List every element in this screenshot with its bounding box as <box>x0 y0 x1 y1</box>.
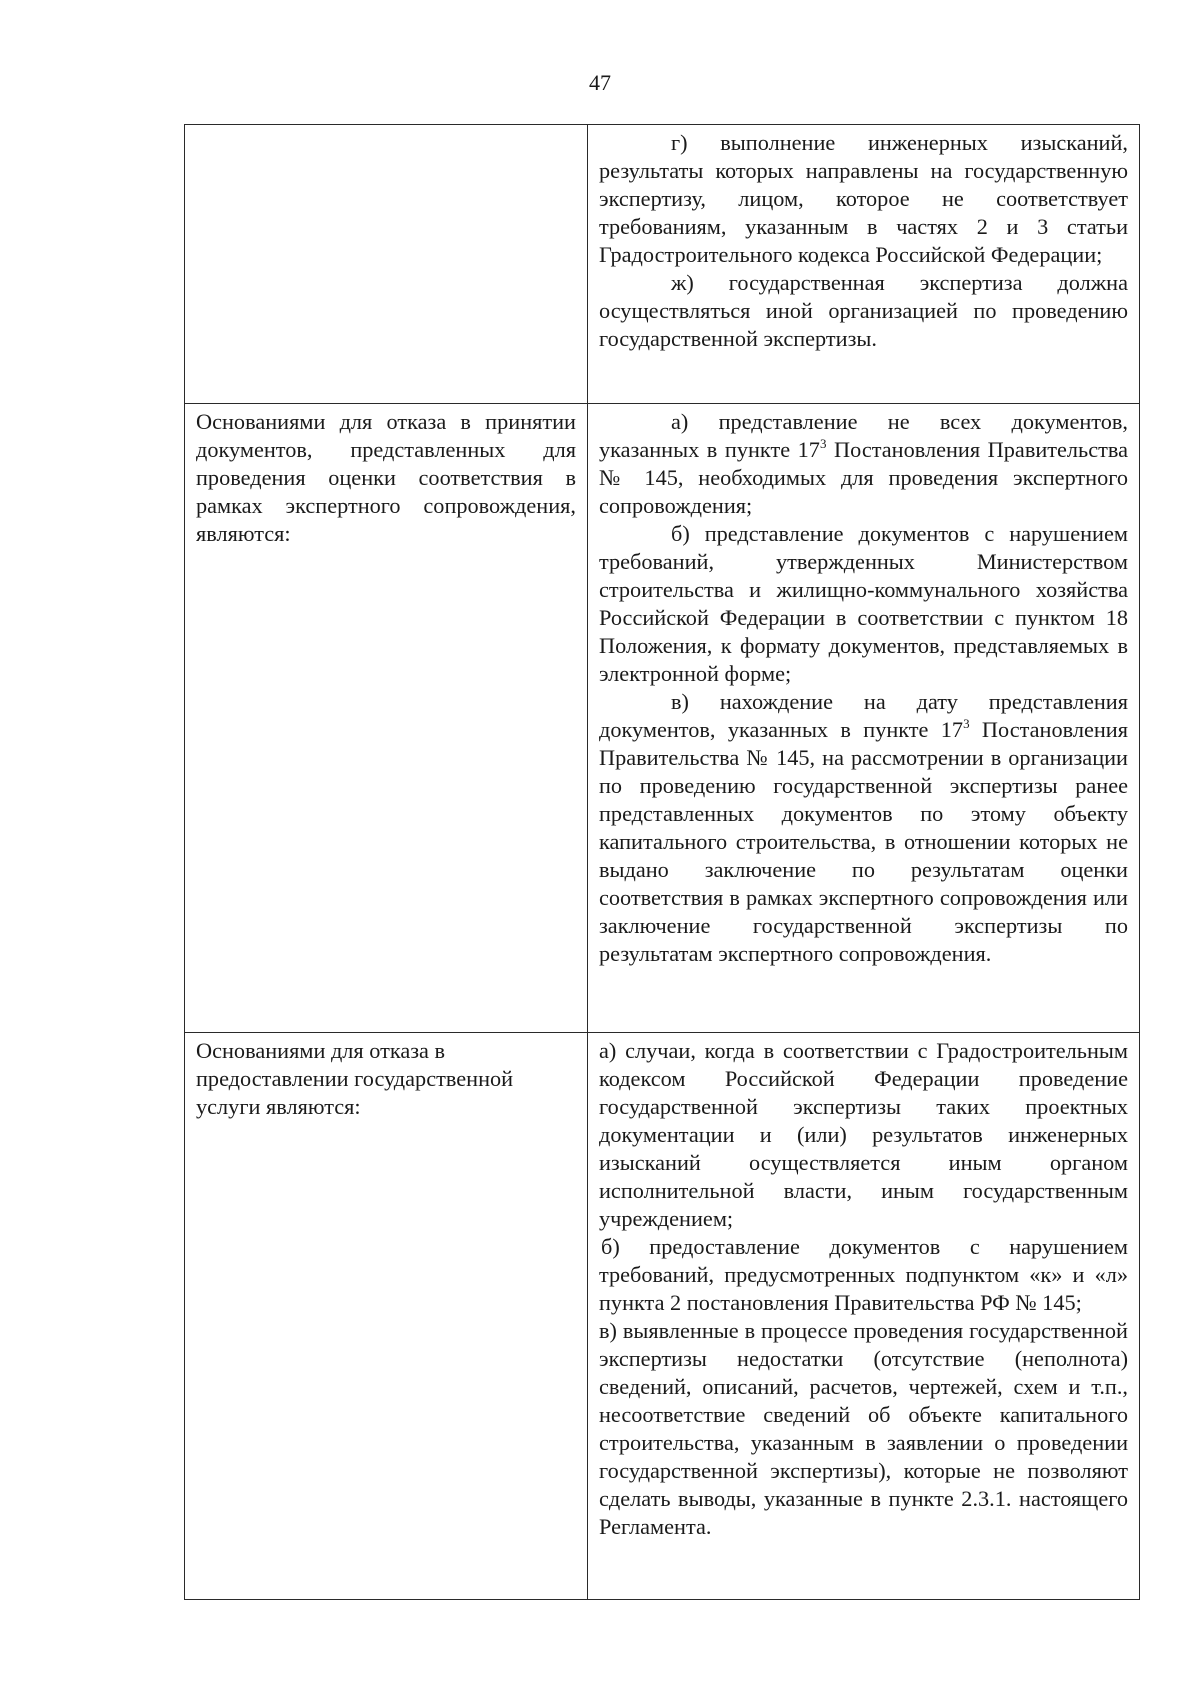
paragraph-v <box>599 688 1128 968</box>
table-row <box>185 1033 1140 1600</box>
table-cell-right <box>588 404 1140 1033</box>
paragraph-zh: ж) государственная экспертиза должна осуществляться иной организацией по проведению государственной экспертизы. <box>599 270 1128 351</box>
paragraph-v-start: в) нахождение на дату представления документов, указанных в пункте 17 <box>599 689 1128 742</box>
table-cell-right <box>588 1033 1140 1600</box>
paragraph-b: б) предоставление документов с нарушением требований, предусмотренных подпунктом «к» и «л» пункта 2 постановления Правительства РФ № 145; <box>599 1234 1128 1315</box>
table-cell-right <box>588 125 1140 404</box>
paragraph-v-end: Постановления Правительства № 145, на рассмотрении в организации по проведению государственной экспертизы ранее представленных документов по этому объекту капитального строительства, в отношении которых не выдано заключение по результатам оценки соответствия в рамках экспертного сопровождения или заключение государственной экспертизы по результатам экспертного сопровождения. <box>599 717 1128 966</box>
refusal-acceptance-heading: Основаниями для отказа в принятии документов, представленных для проведения оценки соответствия в рамках экспертного сопровождения, являются: <box>196 409 576 546</box>
paragraph-a: а) случаи, когда в соответствии с Градостроительным кодексом Российской Федерации проведение государственной экспертизы таких проектных документации и (или) результатов инженерных изысканий осуществляется иным органом исполнительной власти, иным государственным учреждением; <box>599 1038 1128 1231</box>
paragraph-b: б) представление документов с нарушением требований, утвержденных Министерством строительства и жилищно-коммунального хозяйства Российской Федерации в соответствии с пунктом 18 Положения, к формату документов, представляемых в электронной форме; <box>599 521 1128 686</box>
superscript-3: 3 <box>819 436 827 451</box>
paragraph-g: г) выполнение инженерных изысканий, результаты которых направлены на государственную экспертизу, лицом, которое не соответствует требованиям, указанным в частях 2 и 3 статьи Градостроительного кодекса Российской Федерации; <box>599 130 1128 267</box>
table-cell-left <box>185 125 588 404</box>
paragraph-v: в) выявленные в процессе проведения государственной экспертизы недостатки (отсутствие (неполнота) сведений, описаний, расчетов, чертежей, схем и т.п., несоответствие сведений об объекте капитального строительства, указанным в заявлении о проведении государственной экспертизы), которые не позволяют сделать выводы, указанные в пункте 2.3.1. настоящего Регламента. <box>599 1318 1128 1539</box>
table-cell-left <box>185 1033 588 1600</box>
paragraph-a-end: Постановления Правительства № 145, необходимых для проведения экспертного сопровождения; <box>599 437 1128 518</box>
superscript-3: 3 <box>963 716 970 731</box>
table-row <box>185 125 1140 404</box>
page-number: 47 <box>589 70 611 95</box>
paragraph-a <box>599 408 1128 520</box>
table-cell-left <box>185 404 588 1033</box>
refusal-service-heading: Основаниями для отказа в предоставлении государственной услуги являются: <box>196 1038 514 1119</box>
document-table <box>184 124 1140 1600</box>
table-row <box>185 404 1140 1033</box>
paragraph-a-start: а) представление не всех документов, указанных в пункте 17 <box>599 409 1128 462</box>
